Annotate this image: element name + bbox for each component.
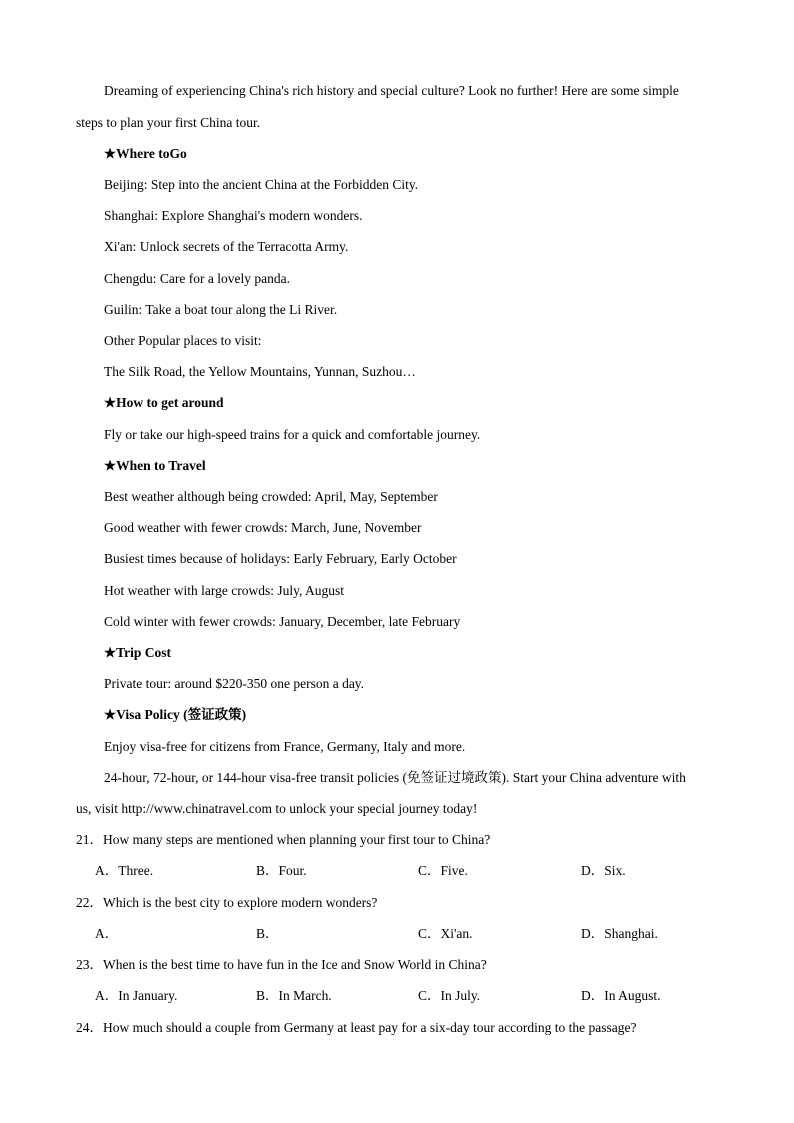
- question-23-stem: 23．When is the best time to have fun in the Ice and Snow World in China?: [76, 957, 487, 972]
- other-places-label: Other Popular places to visit:: [104, 333, 262, 348]
- visa-text-1: Enjoy visa-free for citizens from France, Germany, Italy and more.: [104, 739, 466, 754]
- question-21-option-b: B．Four.: [256, 863, 307, 878]
- other-places-list: The Silk Road, the Yellow Mountains, Yunnan, Suzhou…: [104, 364, 416, 379]
- guilin-line: Guilin: Take a boat tour along the Li River.: [104, 302, 338, 317]
- question-23-option-d: D．In August.: [581, 988, 661, 1003]
- question-22-option-b: B．: [256, 926, 279, 941]
- question-22-option-c: C．Xi'an.: [418, 926, 473, 941]
- visa-text-2: 24-hour, 72-hour, or 144-hour visa-free transit policies (免签证过境政策). Start your China adventure with: [104, 770, 686, 785]
- question-22-option-d: D．Shanghai.: [581, 926, 658, 941]
- question-22-stem: 22．Which is the best city to explore modern wonders?: [76, 895, 378, 910]
- intro-line-2: steps to plan your first China tour.: [76, 115, 261, 130]
- question-23-option-c: C．In July.: [418, 988, 481, 1003]
- visa-text-3: us, visit http://www.chinatravel.com to unlock your special journey today!: [76, 801, 478, 816]
- question-21-stem: 21．How many steps are mentioned when planning your first tour to China?: [76, 832, 491, 847]
- question-23-option-b: B．In March.: [256, 988, 332, 1003]
- question-21-option-d: D．Six.: [581, 863, 626, 878]
- visa-heading: ★Visa Policy (签证政策): [104, 707, 247, 722]
- when-hot: Hot weather with large crowds: July, August: [104, 583, 344, 598]
- question-24-stem: 24．How much should a couple from Germany at least pay for a six-day tour according to the passage?: [76, 1020, 637, 1035]
- question-22-option-a: A．: [95, 926, 119, 941]
- cost-text: Private tour: around $220-350 one person a day.: [104, 676, 365, 691]
- cost-heading: ★Trip Cost: [104, 645, 171, 660]
- when-cold: Cold winter with fewer crowds: January, December, late February: [104, 614, 461, 629]
- when-best: Best weather although being crowded: April, May, September: [104, 489, 438, 504]
- shanghai-line: Shanghai: Explore Shanghai's modern wonders.: [104, 208, 363, 223]
- question-23-option-a: A．In January.: [95, 988, 178, 1003]
- xian-line: Xi'an: Unlock secrets of the Terracotta Army.: [104, 239, 349, 254]
- where-heading: ★Where toGo: [104, 146, 187, 161]
- intro-line-1: Dreaming of experiencing China's rich history and special culture? Look no further! Here are some simple: [104, 83, 679, 98]
- beijing-line: Beijing: Step into the ancient China at the Forbidden City.: [104, 177, 419, 192]
- around-text: Fly or take our high-speed trains for a quick and comfortable journey.: [104, 427, 481, 442]
- when-heading: ★When to Travel: [104, 458, 206, 473]
- chengdu-line: Chengdu: Care for a lovely panda.: [104, 271, 290, 286]
- around-heading: ★How to get around: [104, 395, 224, 410]
- question-21-option-a: A．Three.: [95, 863, 154, 878]
- question-21-option-c: C．Five.: [418, 863, 468, 878]
- when-busiest: Busiest times because of holidays: Early February, Early October: [104, 551, 457, 566]
- when-good: Good weather with fewer crowds: March, June, November: [104, 520, 422, 535]
